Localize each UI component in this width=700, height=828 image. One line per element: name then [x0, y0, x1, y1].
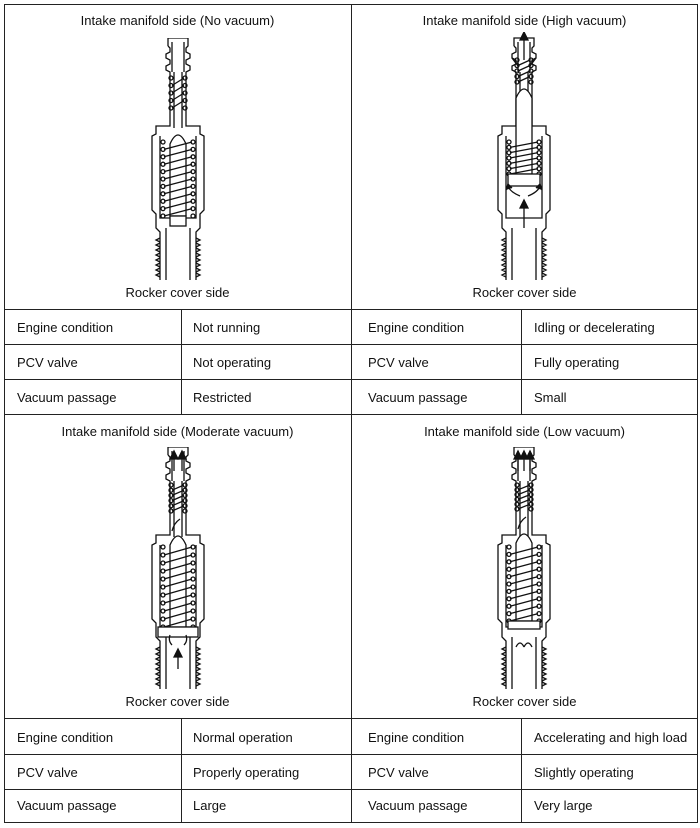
spring-coil	[191, 177, 195, 181]
table-value: Accelerating and high load	[534, 730, 688, 745]
spring-coil	[161, 207, 165, 211]
spring-coil	[191, 561, 195, 565]
spring-coil	[529, 497, 533, 501]
spring-coil	[161, 170, 165, 174]
spring-coil	[529, 493, 533, 497]
table-value: Very large	[534, 798, 593, 813]
spring-coil	[183, 91, 187, 95]
pcv-valve-low-vacuum-illustration	[474, 447, 574, 689]
spring-coil	[161, 601, 165, 605]
valve-body-left	[498, 455, 516, 689]
spring-coil	[529, 80, 533, 84]
col-line	[181, 309, 182, 414]
table-value: Not operating	[193, 355, 272, 370]
spring-coil	[183, 99, 187, 103]
spring-coil	[191, 545, 195, 549]
table-label: Engine condition	[17, 730, 114, 745]
row-line	[4, 718, 698, 719]
spring-coil	[191, 553, 195, 557]
spring-coil	[537, 156, 541, 160]
spring-coil	[161, 147, 165, 151]
spring-coil	[191, 585, 195, 589]
spring-coil	[191, 155, 195, 159]
spring-coil	[161, 609, 165, 613]
thread	[502, 238, 546, 277]
spring-coil	[515, 69, 519, 73]
row-line	[4, 789, 698, 790]
valve-seat	[158, 627, 198, 637]
flow-arrow-head	[174, 649, 182, 657]
spring-coil	[507, 151, 511, 155]
spring-coil	[507, 575, 511, 579]
spring-coil	[191, 184, 195, 188]
spring-coil	[191, 569, 195, 573]
spring-coil	[529, 69, 533, 73]
spring-coil	[515, 497, 519, 501]
table-value: Small	[534, 390, 567, 405]
spring-coil	[169, 509, 173, 513]
spring-coil	[183, 504, 187, 508]
spring-coil	[537, 161, 541, 165]
thread	[156, 238, 200, 277]
table-label: PCV valve	[17, 355, 78, 370]
spring-coil	[169, 488, 173, 492]
spring-coil	[537, 140, 541, 144]
spring-coil	[183, 84, 187, 88]
flow-arrow-head	[170, 451, 178, 459]
spring-coil	[161, 184, 165, 188]
spring-coil	[507, 604, 511, 608]
table-label: Vacuum passage	[17, 798, 117, 813]
spring-coil	[161, 214, 165, 218]
spring-coil	[191, 214, 195, 218]
spring-coil	[183, 76, 187, 80]
spring-coil	[191, 140, 195, 144]
spring-coil	[515, 58, 519, 62]
spring-coil	[161, 593, 165, 597]
outlet-tube	[512, 637, 536, 689]
spring-coil	[515, 488, 519, 492]
spring-coil	[161, 192, 165, 196]
spring-coil	[161, 545, 165, 549]
spring-coil	[169, 493, 173, 497]
spring-coil	[537, 597, 541, 601]
row-line	[4, 309, 698, 310]
spring-coil	[529, 75, 533, 79]
spring-coil	[529, 507, 533, 511]
spring-coil	[191, 192, 195, 196]
spring-coil	[507, 145, 511, 149]
row-line	[4, 414, 698, 415]
spring-coil	[183, 483, 187, 487]
spring-coil	[515, 493, 519, 497]
spring-coil	[537, 151, 541, 155]
spring-coil	[507, 597, 511, 601]
panel-caption: Rocker cover side	[472, 285, 577, 300]
spring-coil	[191, 170, 195, 174]
outlet-tube	[166, 228, 190, 280]
spring-coil	[529, 488, 533, 492]
spring-coil	[515, 507, 519, 511]
flow-curve	[508, 186, 540, 196]
panel-title: Intake manifold side (No vacuum)	[80, 13, 275, 28]
table-value: Idling or decelerating	[534, 320, 655, 335]
spring-coil	[161, 199, 165, 203]
table-label: Engine condition	[368, 320, 465, 335]
panel-title: Intake manifold side (Moderate vacuum)	[61, 424, 294, 439]
spring-coil	[537, 567, 541, 571]
spring-coil	[161, 177, 165, 181]
col-line	[181, 718, 182, 822]
spring-coil	[183, 499, 187, 503]
spring-coil	[507, 560, 511, 564]
spring-coil	[507, 552, 511, 556]
panel-caption: Rocker cover side	[125, 285, 230, 300]
spring-coil	[507, 156, 511, 160]
row-line	[4, 344, 698, 345]
spring-coil	[507, 161, 511, 165]
spring-coil	[169, 99, 173, 103]
spring-coil	[169, 106, 173, 110]
spring-coil	[537, 552, 541, 556]
table-value: Not running	[193, 320, 261, 335]
table-value: Normal operation	[193, 730, 293, 745]
spring-coil	[191, 207, 195, 211]
spring-coil	[191, 601, 195, 605]
table-label: Vacuum passage	[368, 798, 468, 813]
spring-coil	[191, 609, 195, 613]
valve-seat	[170, 216, 186, 226]
spring-coil	[169, 76, 173, 80]
row-line	[4, 379, 698, 380]
col-line	[521, 718, 522, 822]
spring-coil	[507, 612, 511, 616]
flow-arrow-head	[178, 451, 186, 459]
flow-curve	[172, 519, 180, 531]
spring-coil	[529, 483, 533, 487]
spring-coil	[507, 567, 511, 571]
spring-coil	[169, 504, 173, 508]
table-value: Fully operating	[534, 355, 620, 370]
table-value: Properly operating	[193, 765, 300, 780]
spring-coil	[161, 577, 165, 581]
table-value: Slightly operating	[534, 765, 634, 780]
spring-coil	[161, 140, 165, 144]
panel-title: Intake manifold side (Low vacuum)	[424, 424, 625, 439]
table-value: Restricted	[193, 390, 252, 405]
spring-coil	[191, 162, 195, 166]
row-line	[4, 754, 698, 755]
spring-coil	[183, 493, 187, 497]
inlet-tube	[172, 42, 184, 72]
spring-coil	[191, 617, 195, 621]
spring-coil	[537, 545, 541, 549]
spring-coil	[515, 483, 519, 487]
flow-arrow-head	[520, 32, 528, 40]
table-label: Vacuum passage	[17, 390, 117, 405]
spring-coil	[537, 145, 541, 149]
spring-coil	[537, 612, 541, 616]
valve-seat	[508, 621, 540, 629]
table-label: Engine condition	[17, 320, 114, 335]
spring-coil	[161, 585, 165, 589]
pcv-valve-high-vacuum-illustration	[474, 32, 574, 280]
spring-coil	[537, 167, 541, 171]
spring-coil	[537, 560, 541, 564]
spring-coil	[169, 483, 173, 487]
spring-coil	[183, 509, 187, 513]
spring-coil	[507, 582, 511, 586]
pcv-valve-moderate-vacuum-illustration	[128, 447, 228, 689]
spring-coil	[169, 499, 173, 503]
spring-coil	[191, 199, 195, 203]
spring-coil	[161, 617, 165, 621]
spring-coil	[515, 80, 519, 84]
spring-coil	[529, 58, 533, 62]
spring-coil	[507, 589, 511, 593]
flow-curve	[516, 643, 532, 647]
table-label: PCV valve	[368, 765, 429, 780]
spring-coil	[515, 75, 519, 79]
spring-coil	[507, 545, 511, 549]
inner-bore	[520, 481, 528, 537]
spring-coil	[507, 167, 511, 171]
spring-coil	[183, 488, 187, 492]
spring-coil	[537, 582, 541, 586]
spring-coil	[169, 91, 173, 95]
spring-coil	[161, 155, 165, 159]
spring-coil	[161, 553, 165, 557]
spring-coil	[507, 140, 511, 144]
valve-seat	[508, 174, 540, 186]
spring-coil	[515, 502, 519, 506]
spring-coil	[161, 569, 165, 573]
flow-arrow-head	[526, 451, 534, 459]
spring-coil	[161, 162, 165, 166]
spring-coil	[191, 147, 195, 151]
thread	[502, 647, 546, 686]
flow-curve	[518, 517, 526, 529]
table-label: PCV valve	[368, 355, 429, 370]
spring-coil	[183, 106, 187, 110]
panel-title: Intake manifold side (High vacuum)	[422, 13, 627, 28]
spring-coil	[537, 604, 541, 608]
spring-coil	[191, 593, 195, 597]
col-line	[521, 309, 522, 414]
pcv-valve-no-vacuum-illustration	[128, 38, 228, 280]
spring-coil	[191, 577, 195, 581]
panel-caption: Rocker cover side	[125, 694, 230, 709]
table-label: PCV valve	[17, 765, 78, 780]
table-label: Vacuum passage	[368, 390, 468, 405]
spring-coil	[169, 84, 173, 88]
panel-caption: Rocker cover side	[472, 694, 577, 709]
table-label: Engine condition	[368, 730, 465, 745]
spring-coil	[529, 502, 533, 506]
spring-coil	[537, 589, 541, 593]
flow-arrow-head	[520, 200, 528, 208]
table-value: Large	[193, 798, 227, 813]
outlet-tube	[512, 228, 536, 280]
spring-coil	[537, 575, 541, 579]
spring-coil	[161, 561, 165, 565]
